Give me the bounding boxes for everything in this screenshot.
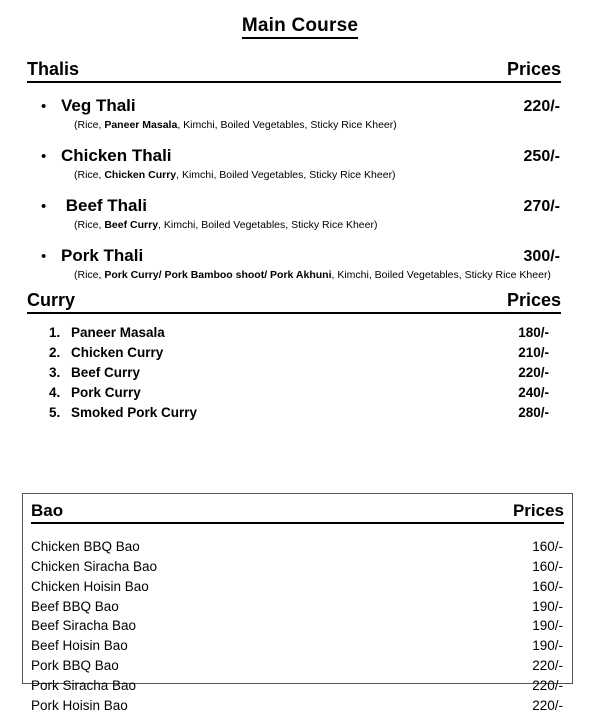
bao-price: 220/- [532,697,563,713]
curry-number: 4. [49,384,61,400]
list-item [0,343,600,363]
thalis-header-label: Thalis [27,58,80,79]
thalis-section-header [27,59,561,83]
curry-number: 5. [49,404,61,420]
bao-price: 160/- [532,558,563,574]
bao-price: 190/- [532,618,563,634]
bullet-icon: • [41,97,47,115]
curry-number: 3. [49,364,61,380]
curry-list [0,323,600,423]
thali-description-highlight: Beef Curry [104,219,159,232]
thali-name: Veg Thali [61,95,136,115]
bao-price: 190/- [532,598,563,614]
list-item [23,537,572,557]
curry-price: 180/- [518,324,549,340]
bao-name: Beef Hoisin Bao [31,638,128,654]
bullet-icon: • [41,248,47,266]
thali-name: Chicken Thali [61,146,172,166]
bao-section-box [22,493,573,713]
bao-price: 220/- [532,658,563,674]
bao-name: Pork Hoisin Bao [31,697,128,713]
curry-prices-header-label: Prices [506,289,561,310]
curry-number: 1. [49,324,61,340]
list-item [23,557,572,577]
thali-row [0,246,600,266]
bao-name: Chicken Siracha Bao [31,558,158,574]
thali-price: 250/- [523,148,560,166]
thali-description-highlight: Paneer Masala [104,118,178,131]
bao-name: Pork BBQ Bao [31,658,119,674]
list-item [0,403,600,423]
bao-price: 190/- [532,638,563,654]
bao-name: Chicken Hoisin Bao [31,578,149,594]
list-item [23,656,572,676]
page-title [0,0,600,38]
thali-name: Beef Thali [61,196,147,216]
thali-price: 300/- [523,248,560,266]
curry-name: Smoked Pork Curry [71,404,198,420]
thali-price: 270/- [523,198,560,216]
bullet-icon: • [41,148,47,166]
curry-price: 220/- [518,364,549,380]
list-item [23,577,572,597]
thali-description-highlight: Chicken Curry [104,169,177,182]
bao-list [23,537,572,716]
thalis-prices-header-label: Prices [506,58,561,79]
thali-description: (Rice, Beef Curry, Kimchi, Boiled Vegetables, Sticky Rice Kheer) [74,219,378,232]
list-item [0,383,600,403]
curry-price: 210/- [518,344,549,360]
bao-name: Beef BBQ Bao [31,598,119,614]
curry-header-label: Curry [27,289,76,310]
bao-name: Pork Siracha Bao [31,677,137,693]
list-item [0,146,600,183]
bao-price: 160/- [532,578,563,594]
bao-header-label: Bao [31,501,64,520]
bao-price: 220/- [532,677,563,693]
curry-number: 2. [49,344,61,360]
curry-name: Chicken Curry [71,344,164,360]
bao-name: Chicken BBQ Bao [31,539,140,554]
curry-section-header [27,290,561,314]
thali-row [0,146,600,166]
list-item [0,323,600,343]
list-item [23,636,572,656]
bao-price: 160/- [532,539,563,554]
list-item [0,363,600,383]
thali-description: (Rice, Pork Curry/ Pork Bamboo shoot/ Pork Akhuni, Kimchi, Boiled Vegetables, Sticky Rice Kheer) [74,269,551,282]
thali-name: Pork Thali [61,246,144,266]
bao-section-header [31,501,564,524]
curry-price: 280/- [518,404,549,420]
thali-row [0,196,600,216]
thali-description-highlight: Pork Curry/ Pork Bamboo shoot/ Pork Akhuni [104,269,332,282]
list-item [0,96,600,133]
curry-name: Paneer Masala [71,324,165,340]
list-item [23,696,572,716]
page-title-text: Main Course [242,15,358,39]
list-item [0,196,600,233]
thali-price: 220/- [523,97,560,115]
curry-name: Pork Curry [71,384,141,400]
curry-price: 240/- [518,384,549,400]
bao-name: Beef Siracha Bao [31,618,137,634]
thali-list [0,96,600,284]
thali-description: (Rice, Chicken Curry, Kimchi, Boiled Vegetables, Sticky Rice Kheer) [74,169,396,182]
curry-name: Beef Curry [71,364,141,380]
list-item [23,616,572,636]
thali-description: (Rice, Paneer Masala, Kimchi, Boiled Vegetables, Sticky Rice Kheer) [74,118,397,131]
bullet-icon: • [41,198,47,216]
list-item [23,676,572,696]
thali-row [0,96,600,116]
bao-prices-header-label: Prices [512,501,564,520]
list-item [23,597,572,617]
list-item [0,246,600,283]
